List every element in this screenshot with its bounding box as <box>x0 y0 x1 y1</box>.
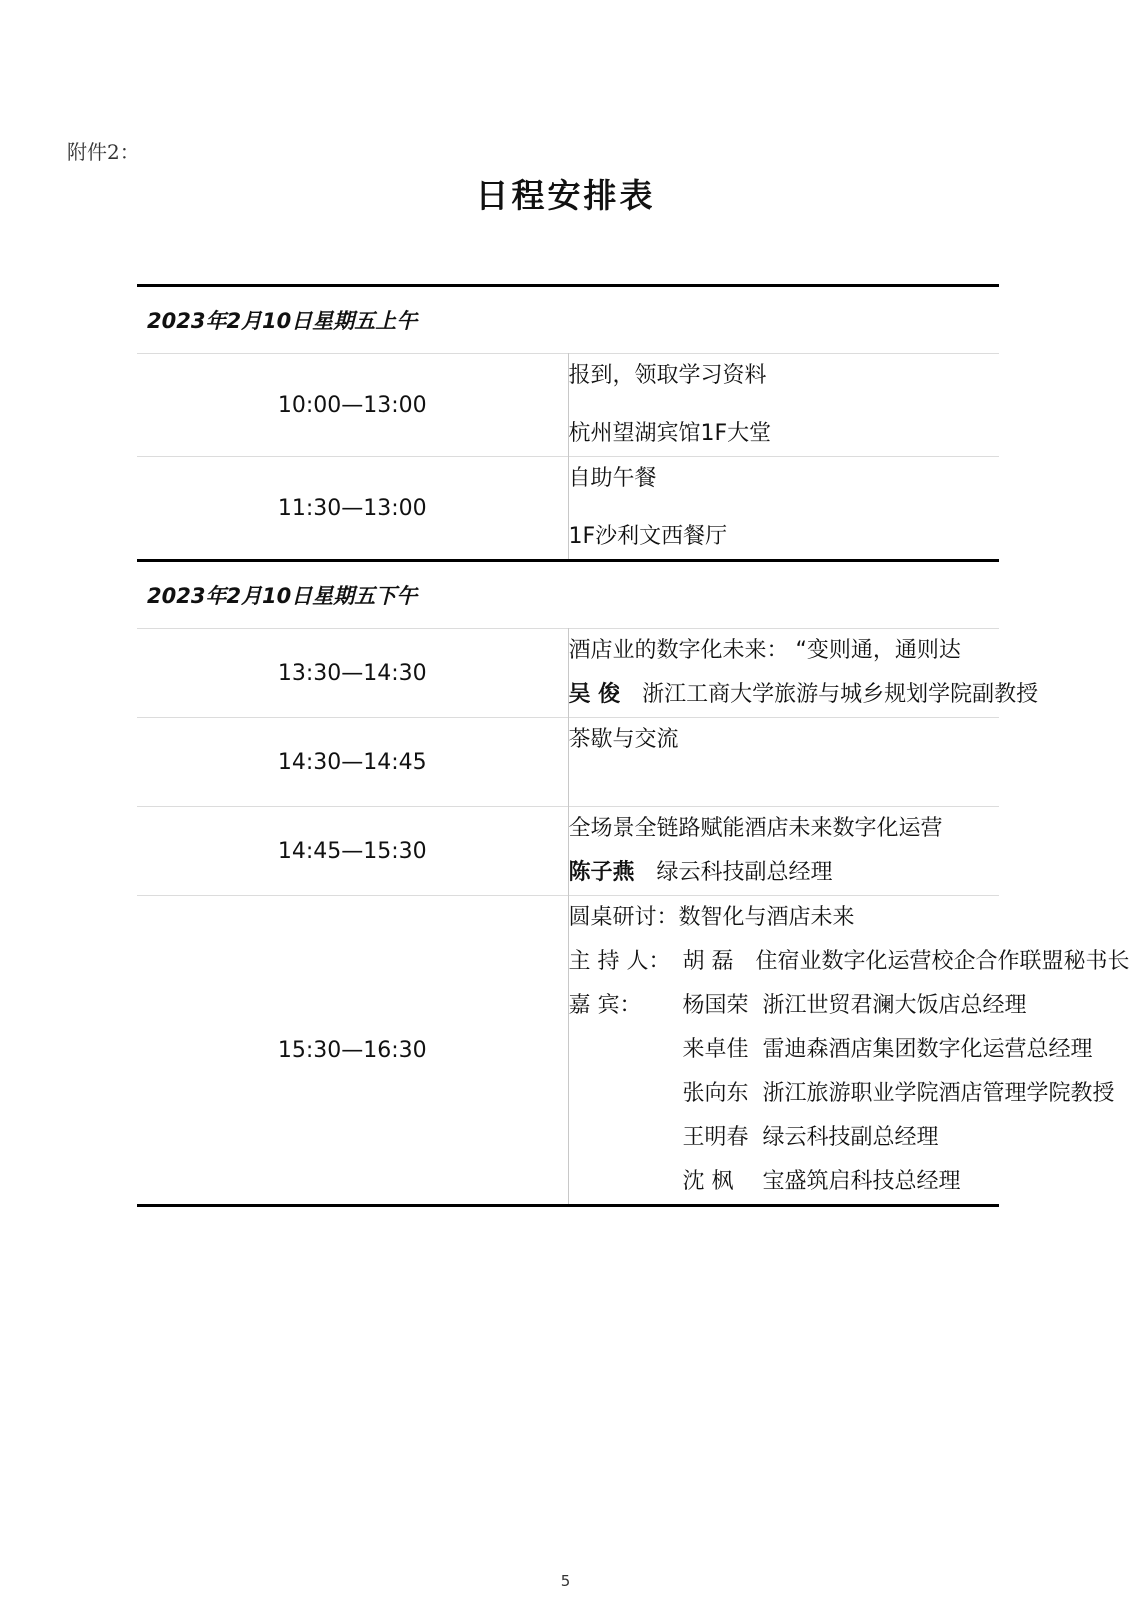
content-cell <box>568 457 999 561</box>
table-row <box>137 457 999 561</box>
host-name: 胡 磊 <box>682 949 734 974</box>
host-line <box>568 940 1130 984</box>
table-row <box>137 718 999 807</box>
topic-text: 圆桌研讨：数智化与酒店未来 <box>568 905 855 930</box>
guest-line <box>569 1028 1093 1072</box>
page-number: 5 <box>560 1572 571 1590</box>
guest-title: 浙江世贸君澜大饭店总经理 <box>762 993 1027 1018</box>
topic-text: 酒店业的数字化未来： “变则通，通则达 <box>568 638 961 663</box>
location-text: 杭州望湖宾馆1F大堂 <box>568 421 772 446</box>
host-title: 住宿业数字化运营校企合作联盟秘书长 <box>755 949 1130 974</box>
section-heading-afternoon: 2023年2月10日星期五下午 <box>137 561 999 629</box>
guest-line <box>569 1116 1000 1160</box>
time-cell: 13:30—14:30 <box>137 629 568 718</box>
content-cell <box>568 896 1130 1206</box>
topic-text: 茶歇与交流 <box>568 727 679 752</box>
guest-title: 浙江旅游职业学院酒店管理学院教授 <box>762 1081 1115 1106</box>
schedule-table <box>137 284 1130 1207</box>
time-cell: 15:30—16:30 <box>137 896 568 1206</box>
time-cell: 14:30—14:45 <box>137 718 568 807</box>
speaker-line <box>568 673 1039 717</box>
section-heading-morning: 2023年2月10日星期五上午 <box>137 286 999 354</box>
bottom-rule-cell <box>137 1206 999 1208</box>
activity-text: 自助午餐 <box>568 466 657 491</box>
guest-name: 沈 枫 <box>682 1169 734 1194</box>
guest-name: 王明春 <box>682 1125 749 1150</box>
guest-name: 张向东 <box>682 1081 749 1106</box>
content-cell <box>568 629 1039 718</box>
guest-name: 杨国荣 <box>682 993 749 1018</box>
topic-text: 全场景全链路赋能酒店未来数字化运营 <box>568 816 943 841</box>
guest-line <box>569 1072 1115 1116</box>
content-cell <box>568 807 999 896</box>
content-cell <box>568 718 999 807</box>
guest-line <box>569 1160 1000 1204</box>
time-cell: 14:45—15:30 <box>137 807 568 896</box>
speaker-line <box>569 851 1000 895</box>
section-heading-row <box>137 561 999 629</box>
guest-title: 宝盛筑启科技总经理 <box>762 1169 961 1194</box>
section-heading-row <box>137 286 999 354</box>
guest-name: 来卓佳 <box>682 1037 749 1062</box>
host-label: 主 持 人： <box>568 949 671 974</box>
guest-title: 雷迪森酒店集团数字化运营总经理 <box>762 1037 1093 1062</box>
blank-line <box>569 762 1000 806</box>
content-cell <box>568 354 999 457</box>
guests-label: 嘉 宾： <box>568 993 642 1018</box>
table-row <box>137 807 999 896</box>
speaker-title: 浙江工商大学旅游与城乡规划学院副教授 <box>642 682 1039 707</box>
speaker-title: 绿云科技副总经理 <box>656 860 833 885</box>
location-text: 1F沙利文西餐厅 <box>568 524 728 549</box>
speaker-name: 吴 俊 <box>568 682 621 707</box>
table-row <box>137 629 999 718</box>
activity-text: 报到，领取学习资料 <box>568 363 767 388</box>
page-title: 日程安排表 <box>475 176 656 215</box>
time-cell: 11:30—13:00 <box>137 457 568 561</box>
attachment-label: 附件2： <box>67 140 140 164</box>
guest-title: 绿云科技副总经理 <box>762 1125 939 1150</box>
guest-line <box>568 984 1027 1028</box>
speaker-name: 陈子燕 <box>568 860 635 885</box>
time-cell: 10:00—13:00 <box>137 354 568 457</box>
table-bottom-rule <box>137 1206 999 1208</box>
table-row <box>137 896 999 1206</box>
table-row <box>137 354 999 457</box>
